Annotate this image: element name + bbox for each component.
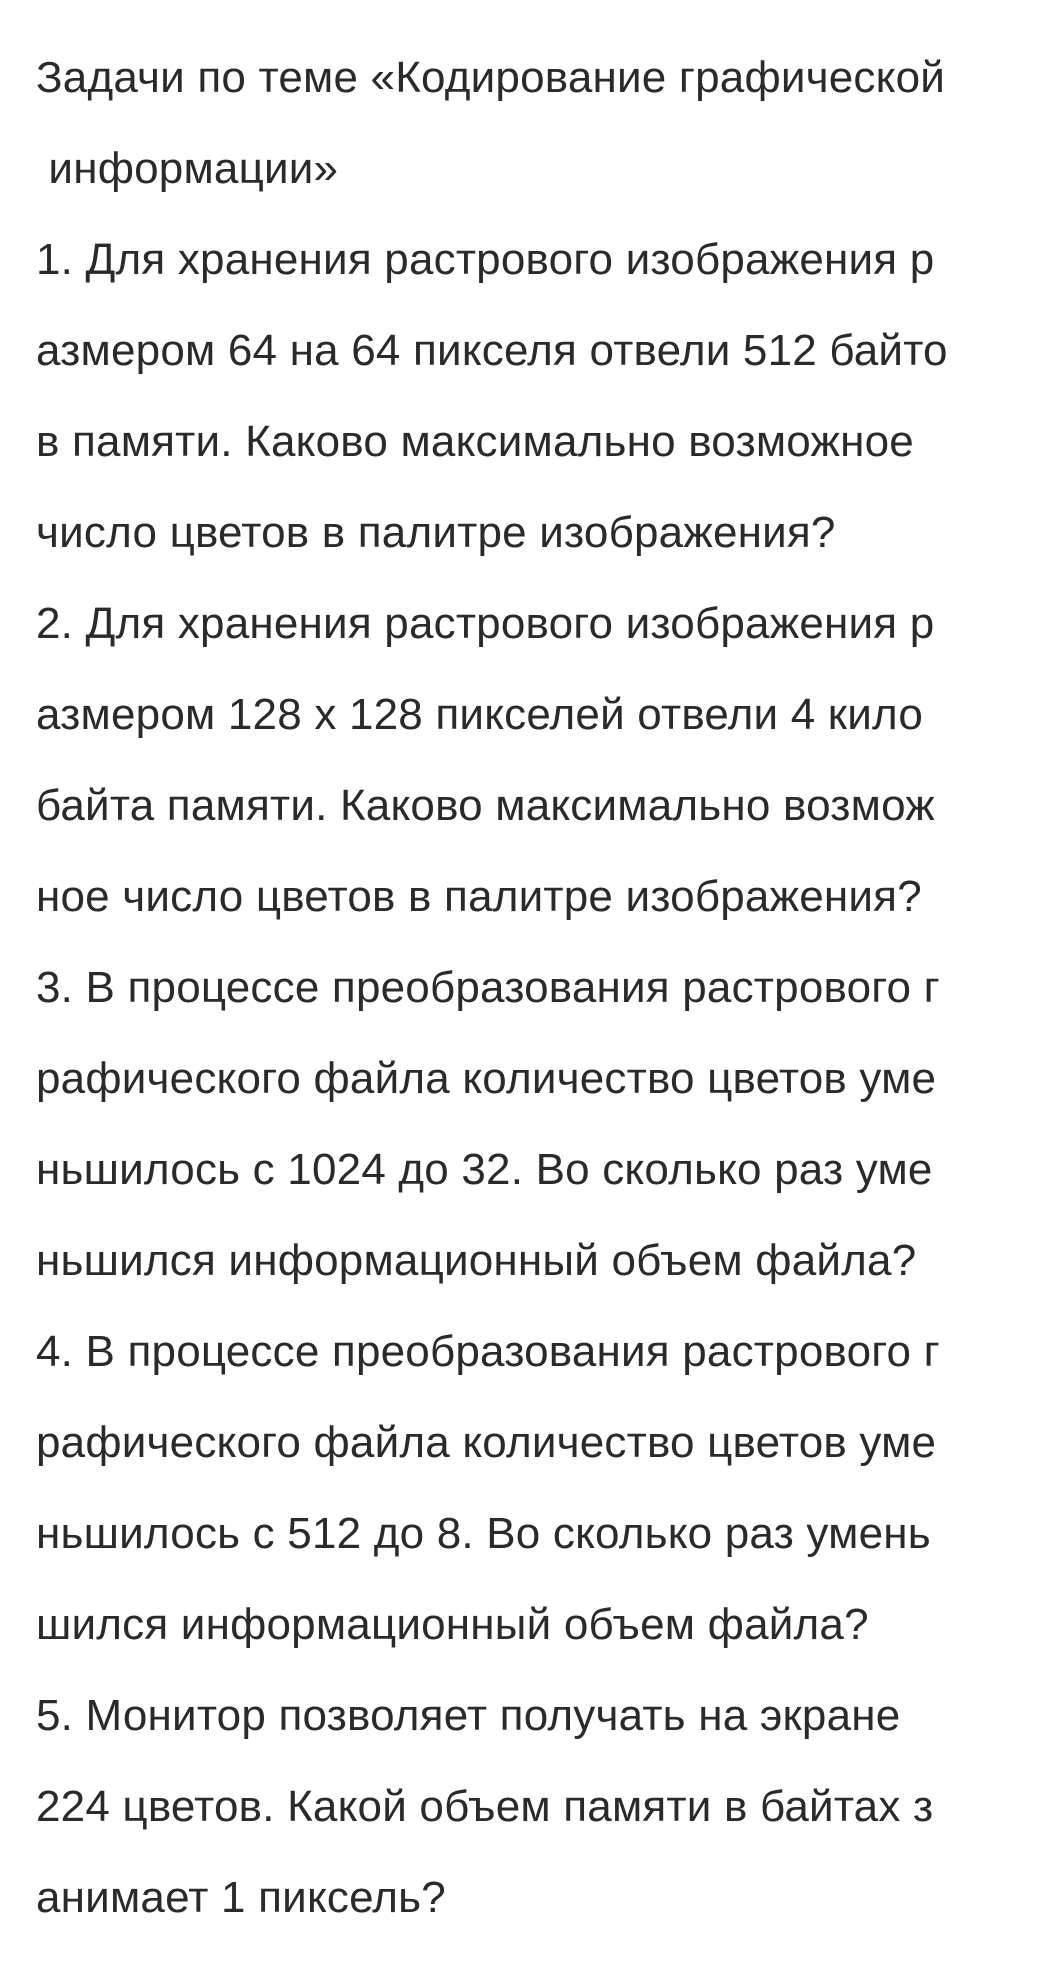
task-line: 1. Для хранения растрового изображения р — [36, 235, 935, 284]
task-line: 5. Монитор позволяет получать на экране — [36, 1691, 901, 1740]
task-line: 224 цветов. Какой объем памяти в байтах з — [36, 1782, 934, 1831]
task-line: азмером 64 на 64 пикселя отвели 512 байто — [36, 326, 948, 375]
document-body — [36, 32, 1036, 1943]
task-line: 4. В процессе преобразования растрового г — [36, 1327, 940, 1376]
task-5 — [36, 1670, 1036, 1943]
task-line: число цветов в палитре изображения? — [36, 508, 836, 557]
page-title — [36, 32, 1036, 214]
task-1 — [36, 214, 1036, 578]
task-line: 2. Для хранения растрового изображения р — [36, 599, 935, 648]
task-line: рафического файла количество цветов уме — [36, 1418, 937, 1467]
task-3 — [36, 942, 1036, 1306]
task-line: ньшилось с 512 до 8. Во сколько раз умень — [36, 1509, 931, 1558]
task-line: ньшился информационный объем файла? — [36, 1236, 917, 1285]
title-line: информации» — [36, 144, 339, 193]
task-line: 3. В процессе преобразования растрового г — [36, 963, 940, 1012]
task-line: анимает 1 пиксель? — [36, 1873, 446, 1922]
task-line: в памяти. Каково максимально возможное — [36, 417, 914, 466]
task-line: ньшилось с 1024 до 32. Во сколько раз уме — [36, 1145, 933, 1194]
task-line: шился информационный объем файла? — [36, 1600, 869, 1649]
task-4 — [36, 1306, 1036, 1670]
title-line: Задачи по теме «Кодирование графической — [36, 53, 946, 102]
task-line: байта памяти. Каково максимально возмож — [36, 781, 935, 830]
task-line: азмером 128 x 128 пикселей отвели 4 кило — [36, 690, 924, 739]
task-2 — [36, 578, 1036, 942]
task-line: рафического файла количество цветов уме — [36, 1054, 937, 1103]
task-line: ное число цветов в палитре изображения? — [36, 872, 922, 921]
